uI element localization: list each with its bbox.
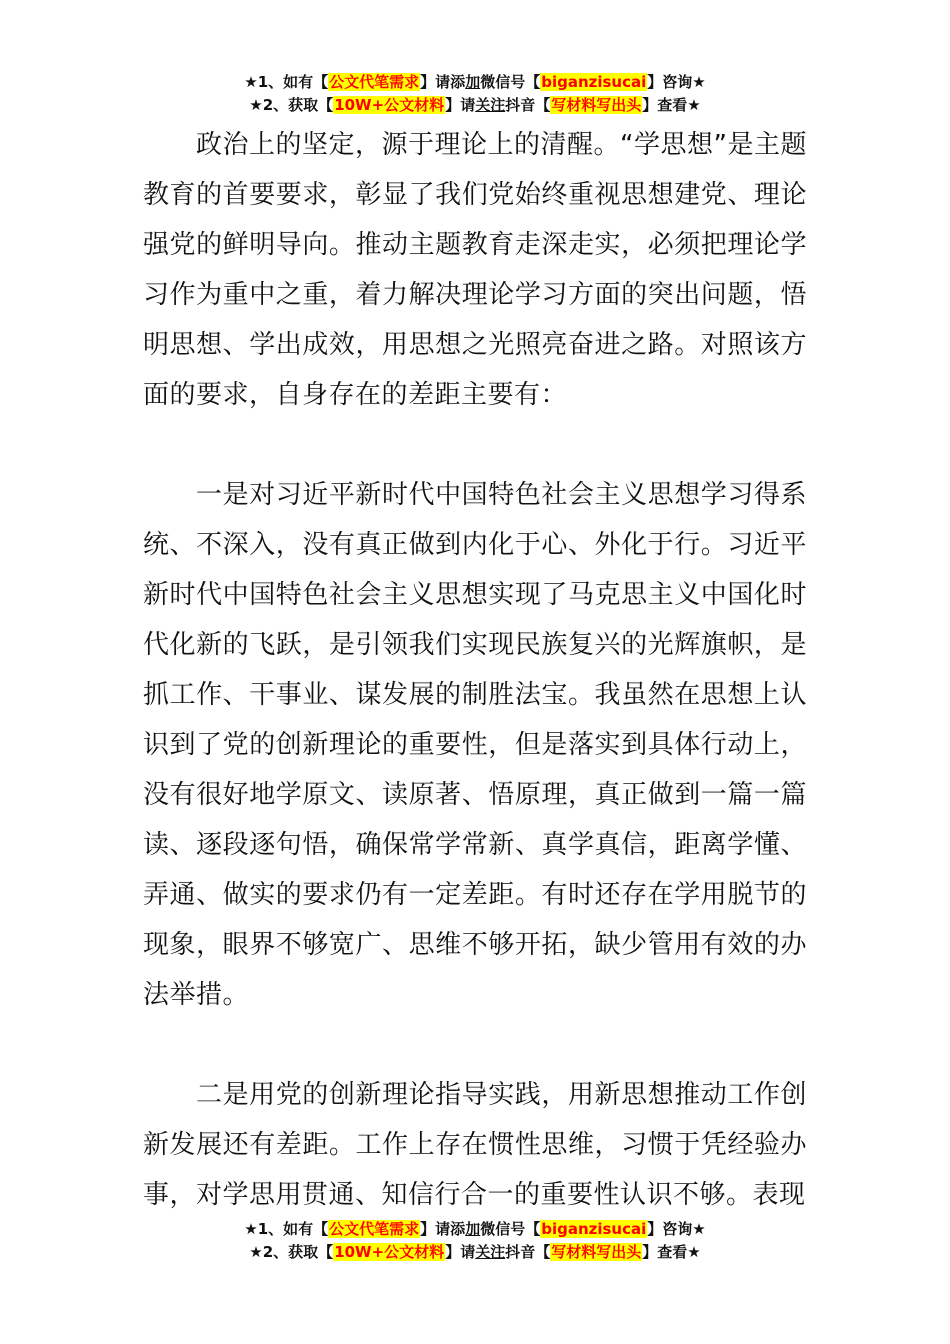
douyin-account-highlight: 写材料写出头 (551, 96, 642, 114)
banner-line-2: ★2、获取【10W+公文材料】请关注抖音【写材料写出头】查看★ (249, 96, 701, 114)
materials-highlight: 10W+公文材料 (334, 96, 445, 114)
top-banner (0, 71, 950, 117)
paragraph-spacer (143, 420, 807, 470)
wechat-id-highlight: biganzisucai (541, 73, 647, 91)
banner-line-1: ★1、如有【公文代笔需求】请添加微信号【biganzisucai】咨询★ (244, 1220, 706, 1238)
paragraph-point-one: 一是对习近平新时代中国特色社会主义思想学习得系统、不深入，没有真正做到内化于心、外化于行。习近平新时代中国特色社会主义思想实现了马克思主义中国化时代化新的飞跃，是引领我们实现民族复兴的光辉旗帜，是抓工作、干事业、谋发展的制胜法宝。我虽然在思想上认识到了党的创新理论的重要性，但是落实到具体行动上，没有很好地学原文、读原著、悟原理，真正做到一篇一篇读、逐段逐句悟，确保常学常新、真学真信，距离学懂、弄通、做实的要求仍有一定差距。有时还存在学用脱节的现象，眼界不够宽广、思维不够开拓，缺少管用有效的办法举措。 (143, 480, 807, 1010)
banner-line-1: ★1、如有【公文代笔需求】请添加微信号【biganzisucai】咨询★ (244, 73, 706, 91)
bottom-banner (0, 1218, 950, 1264)
banner-line-2: ★2、获取【10W+公文材料】请关注抖音【写材料写出头】查看★ (249, 1243, 701, 1261)
paragraph-spacer (143, 1020, 807, 1070)
materials-highlight: 10W+公文材料 (334, 1243, 445, 1261)
paragraph-intro: 政治上的坚定，源于理论上的清醒。“学思想”是主题教育的首要要求，彰显了我们党始终重视思想建党、理论强党的鲜明导向。推动主题教育走深走实，必须把理论学习作为重中之重，着力解决理论学习方面的突出问题，悟明思想、学出成效，用思想之光照亮奋进之路。对照该方面的要求，自身存在的差距主要有： (143, 130, 807, 410)
wechat-id-highlight: biganzisucai (541, 1220, 647, 1238)
document-body (143, 120, 807, 1220)
douyin-account-highlight: 写材料写出头 (551, 1243, 642, 1261)
paragraph-point-two: 二是用党的创新理论指导实践，用新思想推动工作创新发展还有差距。工作上存在惯性思维，习惯于凭经验办事，对学思用贯通、知信行合一的重要性认识不够。表现 (143, 1080, 807, 1210)
ghostwriting-highlight: 公文代笔需求 (329, 73, 420, 91)
ghostwriting-highlight: 公文代笔需求 (329, 1220, 420, 1238)
